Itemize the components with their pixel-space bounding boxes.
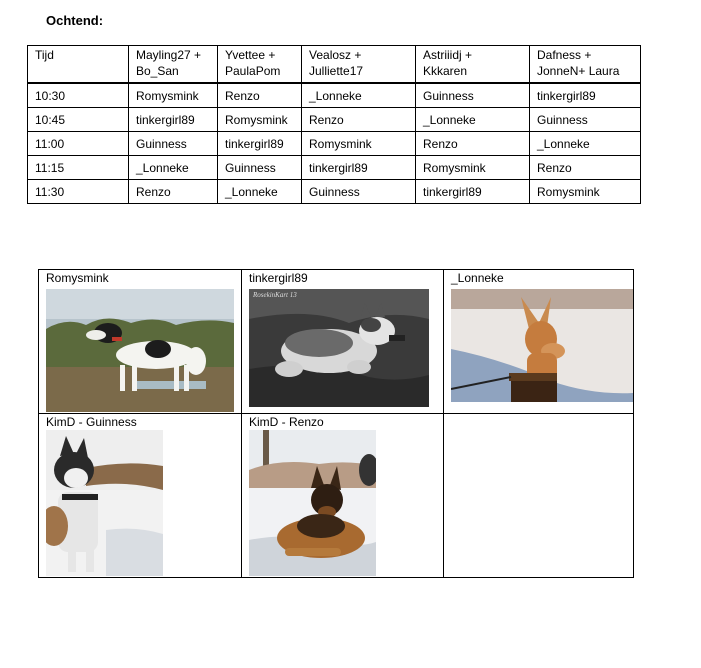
table-cell: _Lonneke [218, 180, 302, 204]
table-cell: _Lonneke [302, 83, 416, 108]
photo-cell [39, 414, 242, 578]
photo-cell [242, 414, 444, 578]
table-cell: Guinness [218, 156, 302, 180]
time-cell: 11:15 [28, 156, 129, 180]
header-cell: Tijd [28, 46, 129, 84]
time-cell: 10:45 [28, 108, 129, 132]
photo-caption: _Lonneke [451, 271, 504, 285]
photo-table [38, 269, 634, 578]
photo-cell-empty [444, 414, 634, 578]
table-cell: _Lonneke [530, 132, 641, 156]
table-cell: Romysmink [129, 83, 218, 108]
table-cell: Renzo [218, 83, 302, 108]
table-cell: tinkergirl89 [302, 156, 416, 180]
table-cell: Renzo [129, 180, 218, 204]
photo-row [39, 270, 634, 414]
photo-caption [444, 414, 633, 430]
german-shepherd-photo [249, 430, 376, 576]
table-cell: tinkergirl89 [129, 108, 218, 132]
table-cell: _Lonneke [416, 108, 530, 132]
photo-caption: tinkergirl89 [249, 271, 308, 285]
table-cell: Renzo [530, 156, 641, 180]
schedule-table [27, 45, 641, 204]
time-cell: 11:00 [28, 132, 129, 156]
table-cell: Guinness [129, 132, 218, 156]
photo-cell [242, 270, 444, 414]
table-cell: Renzo [416, 132, 530, 156]
husky-snow-photo [46, 430, 163, 576]
table-row [28, 156, 641, 180]
table-cell: Guinness [530, 108, 641, 132]
header-cell: Dafness + JonneN+ Laura [530, 46, 641, 84]
table-cell: Romysmink [302, 132, 416, 156]
header-cell: Vealosz + Julliette17 [302, 46, 416, 84]
header-cell: Astriiidj + Kkkaren [416, 46, 530, 84]
table-cell: Guinness [416, 83, 530, 108]
header-cell: Mayling27 + Bo_San [129, 46, 218, 84]
photo-cell [444, 270, 634, 414]
schedule-header-row [28, 46, 641, 84]
table-cell: Guinness [302, 180, 416, 204]
table-row [28, 108, 641, 132]
photo-cell [39, 270, 242, 414]
podenco-dog-photo [451, 289, 633, 402]
photo-caption: KimD - Guinness [46, 415, 137, 429]
table-cell: Romysmink [218, 108, 302, 132]
husky-photo [249, 289, 429, 407]
table-cell: _Lonneke [129, 156, 218, 180]
photo-caption: KimD - Renzo [249, 415, 324, 429]
table-row [28, 83, 641, 108]
table-cell: tinkergirl89 [416, 180, 530, 204]
table-cell: Renzo [302, 108, 416, 132]
table-cell: Romysmink [530, 180, 641, 204]
photo-row [39, 414, 634, 578]
white-black-dog-photo [46, 289, 234, 412]
watermark-text: RosekinKart 13 [253, 291, 297, 299]
table-cell: tinkergirl89 [218, 132, 302, 156]
time-cell: 10:30 [28, 83, 129, 108]
table-row [28, 132, 641, 156]
time-cell: 11:30 [28, 180, 129, 204]
table-cell: Romysmink [416, 156, 530, 180]
photo-caption: Romysmink [46, 271, 109, 285]
section-heading: Ochtend: [46, 13, 104, 28]
header-cell: Yvettee + PaulaPom [218, 46, 302, 84]
table-cell: tinkergirl89 [530, 83, 641, 108]
table-row [28, 180, 641, 204]
